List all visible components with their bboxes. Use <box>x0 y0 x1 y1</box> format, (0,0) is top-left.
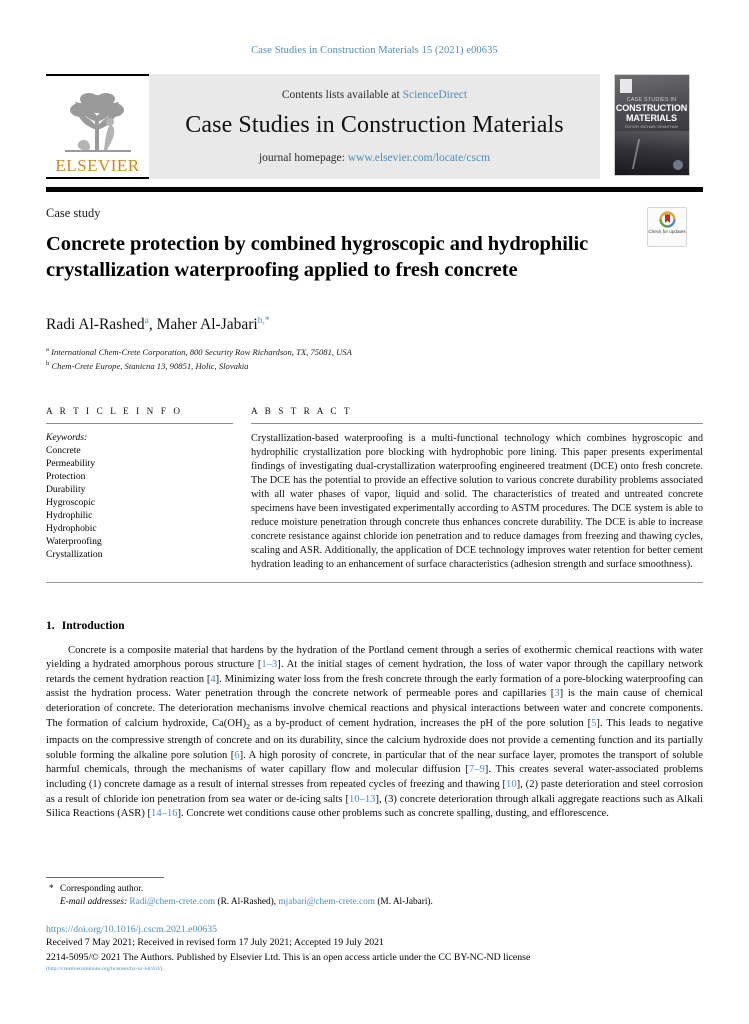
affiliation-a-text: International Chem-Crete Corporation, 800 Security Row Richardson, TX, 75081, USA <box>51 346 352 357</box>
corresponding-label: Corresponding author. <box>60 884 144 895</box>
author-2-marks: b,* <box>257 315 270 326</box>
paragraph-text: ]. Concrete wet conditions cause other problems such as concrete spalling, dusting, and efflorescence. <box>177 808 609 820</box>
cover-title-line1: CASE STUDIES IN <box>626 97 677 103</box>
citation-ref[interactable]: 7–9 <box>468 764 485 776</box>
affiliation-a-mark: a <box>46 345 49 353</box>
article-info-column <box>46 406 251 573</box>
keywords-list <box>46 444 233 561</box>
masthead-bottom-bar <box>46 187 703 192</box>
affiliation-b-mark: b <box>46 360 50 368</box>
running-head: Case Studies in Construction Materials 15 (2021) e00635 <box>251 45 498 56</box>
paragraph-text: ] is the main cause of chemical deterioration of concrete. The deterioration mechanisms involve chemical reactions and physical interactions between water and concrete components. The formation of calcium hydroxide, Ca(OH) <box>46 688 703 729</box>
affiliation-a <box>46 344 703 358</box>
paragraph-text: Concrete is a composite material that hardens by the hydration of the Portland cement through a series of exothermic chemical reactions with water yielding a hydrated amorphous porous structure [ <box>46 644 703 671</box>
journal-masthead <box>46 74 703 179</box>
info-abstract-block <box>46 406 703 573</box>
citation-ref[interactable]: 4 <box>210 673 216 685</box>
page-footer <box>46 877 703 972</box>
author-2-name: Maher Al-Jabari <box>156 315 258 333</box>
license-line: 2214-5095/© 2021 The Authors. Published by Elsevier Ltd. This is an open access article under the CC BY-NC-ND license <box>46 951 531 963</box>
paragraph-text: as a by-product of cement hydration, increases the pH of the pore solution [ <box>249 717 592 729</box>
crossmark-icon <box>659 211 676 228</box>
page-title: Concrete protection by combined hygroscopic and hydrophilic crystallization waterproofing applied to fresh concrete <box>46 233 589 281</box>
email-owner-1: (R. Al-Rashed), <box>217 897 277 908</box>
received-dates: Received 7 May 2021; Received in revised form 17 July 2021; Accepted 19 July 2021 <box>46 937 384 949</box>
abstract-heading: A B S T R A C T <box>251 405 353 416</box>
author-2 <box>157 316 270 333</box>
emails-label: E-mail addresses: <box>60 897 128 908</box>
section-divider <box>46 582 703 583</box>
article-info-heading: A R T I C L E I N F O <box>46 405 183 416</box>
journal-homepage-link[interactable]: www.elsevier.com/locate/cscm <box>347 152 491 164</box>
introduction-number: 1. <box>46 618 55 632</box>
article-info-rule <box>46 423 233 424</box>
email-addresses-note <box>46 896 703 909</box>
contents-available-line <box>282 89 467 101</box>
keyword-item: Protection <box>46 470 86 482</box>
citation-ref[interactable]: 10 <box>506 779 517 790</box>
paragraph-text: ]. At the initial stages of cement hydration, the loss of water vapor through the capillary network retards the cement hydration reaction [ <box>46 659 703 685</box>
paragraph-text: ]. This creates several water-associated problems including (1) concrete damage as a result of internal stresses from repeated cycles of freezing and thawing [ <box>46 764 703 790</box>
article-type: Case study <box>46 206 101 220</box>
paragraph-text: ]. A high porosity of concrete, in particular that of the near surface layer, promotes the transport of soluble harmful chemicals, through the mechanisms of water capillary flow and molecular diffusion [ <box>46 749 703 776</box>
cover-badge-icon <box>673 160 683 170</box>
citation-ref[interactable]: 1–3 <box>261 659 278 671</box>
corresponding-star: * <box>49 884 54 895</box>
author-separator: , <box>148 315 157 333</box>
affiliation-b-text: Chem-Crete Europe, Stanicna 13, 90851, Holic, Slovakia <box>51 361 249 372</box>
affiliations <box>46 344 703 373</box>
email-owner-2: (M. Al-Jabari). <box>377 897 433 908</box>
keyword-item: Waterproofing <box>46 535 102 547</box>
title-row <box>46 221 703 297</box>
elsevier-wordmark: ELSEVIER <box>55 156 140 175</box>
abstract-text: Crystallization-based waterproofing is a multi-functional technology which combines hygroscopic and hydrophilic crystallization pore blocking with hydrophobic pore lining. This paper presents experimental findings of investigating dual-crystallization waterproofing engineered treatment (DCE) onto fresh concrete. The DCE has the potential to provide an effective solution to various concrete durability problems associated with all water phases of vapor, liquid and solid. The characteristics of treated and untreated concrete specimens have been investigated experimentally according to ASTM procedures. The DCE system is able to reduce moisture penetration through concrete thus enhances concrete durability. The DCE is able to increase concrete resistance against chloride ion penetration and to reduce damages from freezing and thawing cycles, scaling and ASR. Additionally, the application of DCE technology improves water retention for better cement hydration leading to an enhancement of surface characteristics (adhesion strength and surface smoothness). <box>251 432 703 571</box>
keyword-item: Hygroscopic <box>46 496 96 508</box>
homepage-prefix: journal homepage: <box>258 152 345 164</box>
contents-prefix: Contents lists available at <box>281 89 400 101</box>
keyword-item: Hydrophilic <box>46 509 93 521</box>
creative-commons-link[interactable]: (http://creativecommons.org/licenses/by-nc-nd/4.0/). <box>46 966 164 972</box>
abstract-rule <box>251 423 703 424</box>
introduction-heading <box>46 619 703 632</box>
journal-homepage-line <box>259 152 490 164</box>
keyword-item: Permeability <box>46 457 96 469</box>
paragraph-text: ]. This leads to negative impacts on the compressive strength of concrete and on its durability, since the calcium hydroxide does not provide a cementing function and its partially soluble forming the alkaline pore solution [ <box>46 717 703 761</box>
author-1-marks: a <box>144 315 149 326</box>
keyword-item: Crystallization <box>46 548 103 560</box>
paragraph-text: ]. Minimizing water loss from the fresh concrete through the early formation of a pore-blocking waterproofing can assist the hydration process. Water penetration through the concrete network of permeable pores and capillaries [ <box>46 673 703 700</box>
journal-title: Case Studies in Construction Materials <box>185 112 564 138</box>
author-1-name: Radi Al-Rashed <box>46 315 145 333</box>
email-link-1[interactable]: Radi@chem-crete.com <box>129 897 216 908</box>
author-1 <box>46 316 149 333</box>
citation-ref[interactable]: 5 <box>591 717 597 729</box>
abstract-column <box>251 406 703 573</box>
author-list <box>46 316 703 334</box>
keywords-label: Keywords: <box>46 431 88 443</box>
citation-ref[interactable]: 6 <box>234 749 240 761</box>
cover-elsevier-mark-icon <box>620 79 632 93</box>
crossmark-badge[interactable] <box>647 207 687 247</box>
keyword-item: Concrete <box>46 444 81 456</box>
cover-editor-line: EDITOR: MICHAEL GRANTHAM <box>625 125 678 129</box>
doi-link[interactable]: https://doi.org/10.1016/j.cscm.2021.e00635 <box>46 924 217 936</box>
elsevier-logo <box>46 74 149 179</box>
introduction-paragraph <box>46 644 703 822</box>
paragraph-text: ], (2) paste deterioration and steel corrosion as a result of chloride ion penetration from sea water or de-icing salts [ <box>46 779 703 805</box>
citation-ref[interactable]: 10–13 <box>348 793 376 805</box>
crossmark-label: Check for updates <box>648 229 686 234</box>
keyword-item: Hydrophobic <box>46 522 97 534</box>
keyword-item: Durability <box>46 483 86 495</box>
affiliation-b <box>46 358 703 372</box>
sciencedirect-link[interactable]: ScienceDirect <box>402 89 468 101</box>
footnote-rule <box>46 877 164 878</box>
journal-cover-wrap <box>600 74 703 179</box>
corresponding-author-note <box>46 883 703 896</box>
elsevier-tree-icon <box>59 90 137 156</box>
citation-ref[interactable]: 14–16 <box>151 808 178 820</box>
paragraph-text: ], (3) concrete deterioration through alkali aggregate reactions such as Alkali Silica Reactions (ASR) [ <box>46 793 703 820</box>
introduction-title: Introduction <box>61 618 125 632</box>
cover-title-line2: CONSTRUCTION MATERIALS <box>615 103 688 123</box>
citation-ref[interactable]: 3 <box>554 688 560 700</box>
chemical-subscript: 2 <box>246 721 250 731</box>
journal-cover-image <box>614 74 690 176</box>
masthead-centre <box>149 74 600 179</box>
email-link-2[interactable]: mjabari@chem-crete.com <box>278 897 375 908</box>
